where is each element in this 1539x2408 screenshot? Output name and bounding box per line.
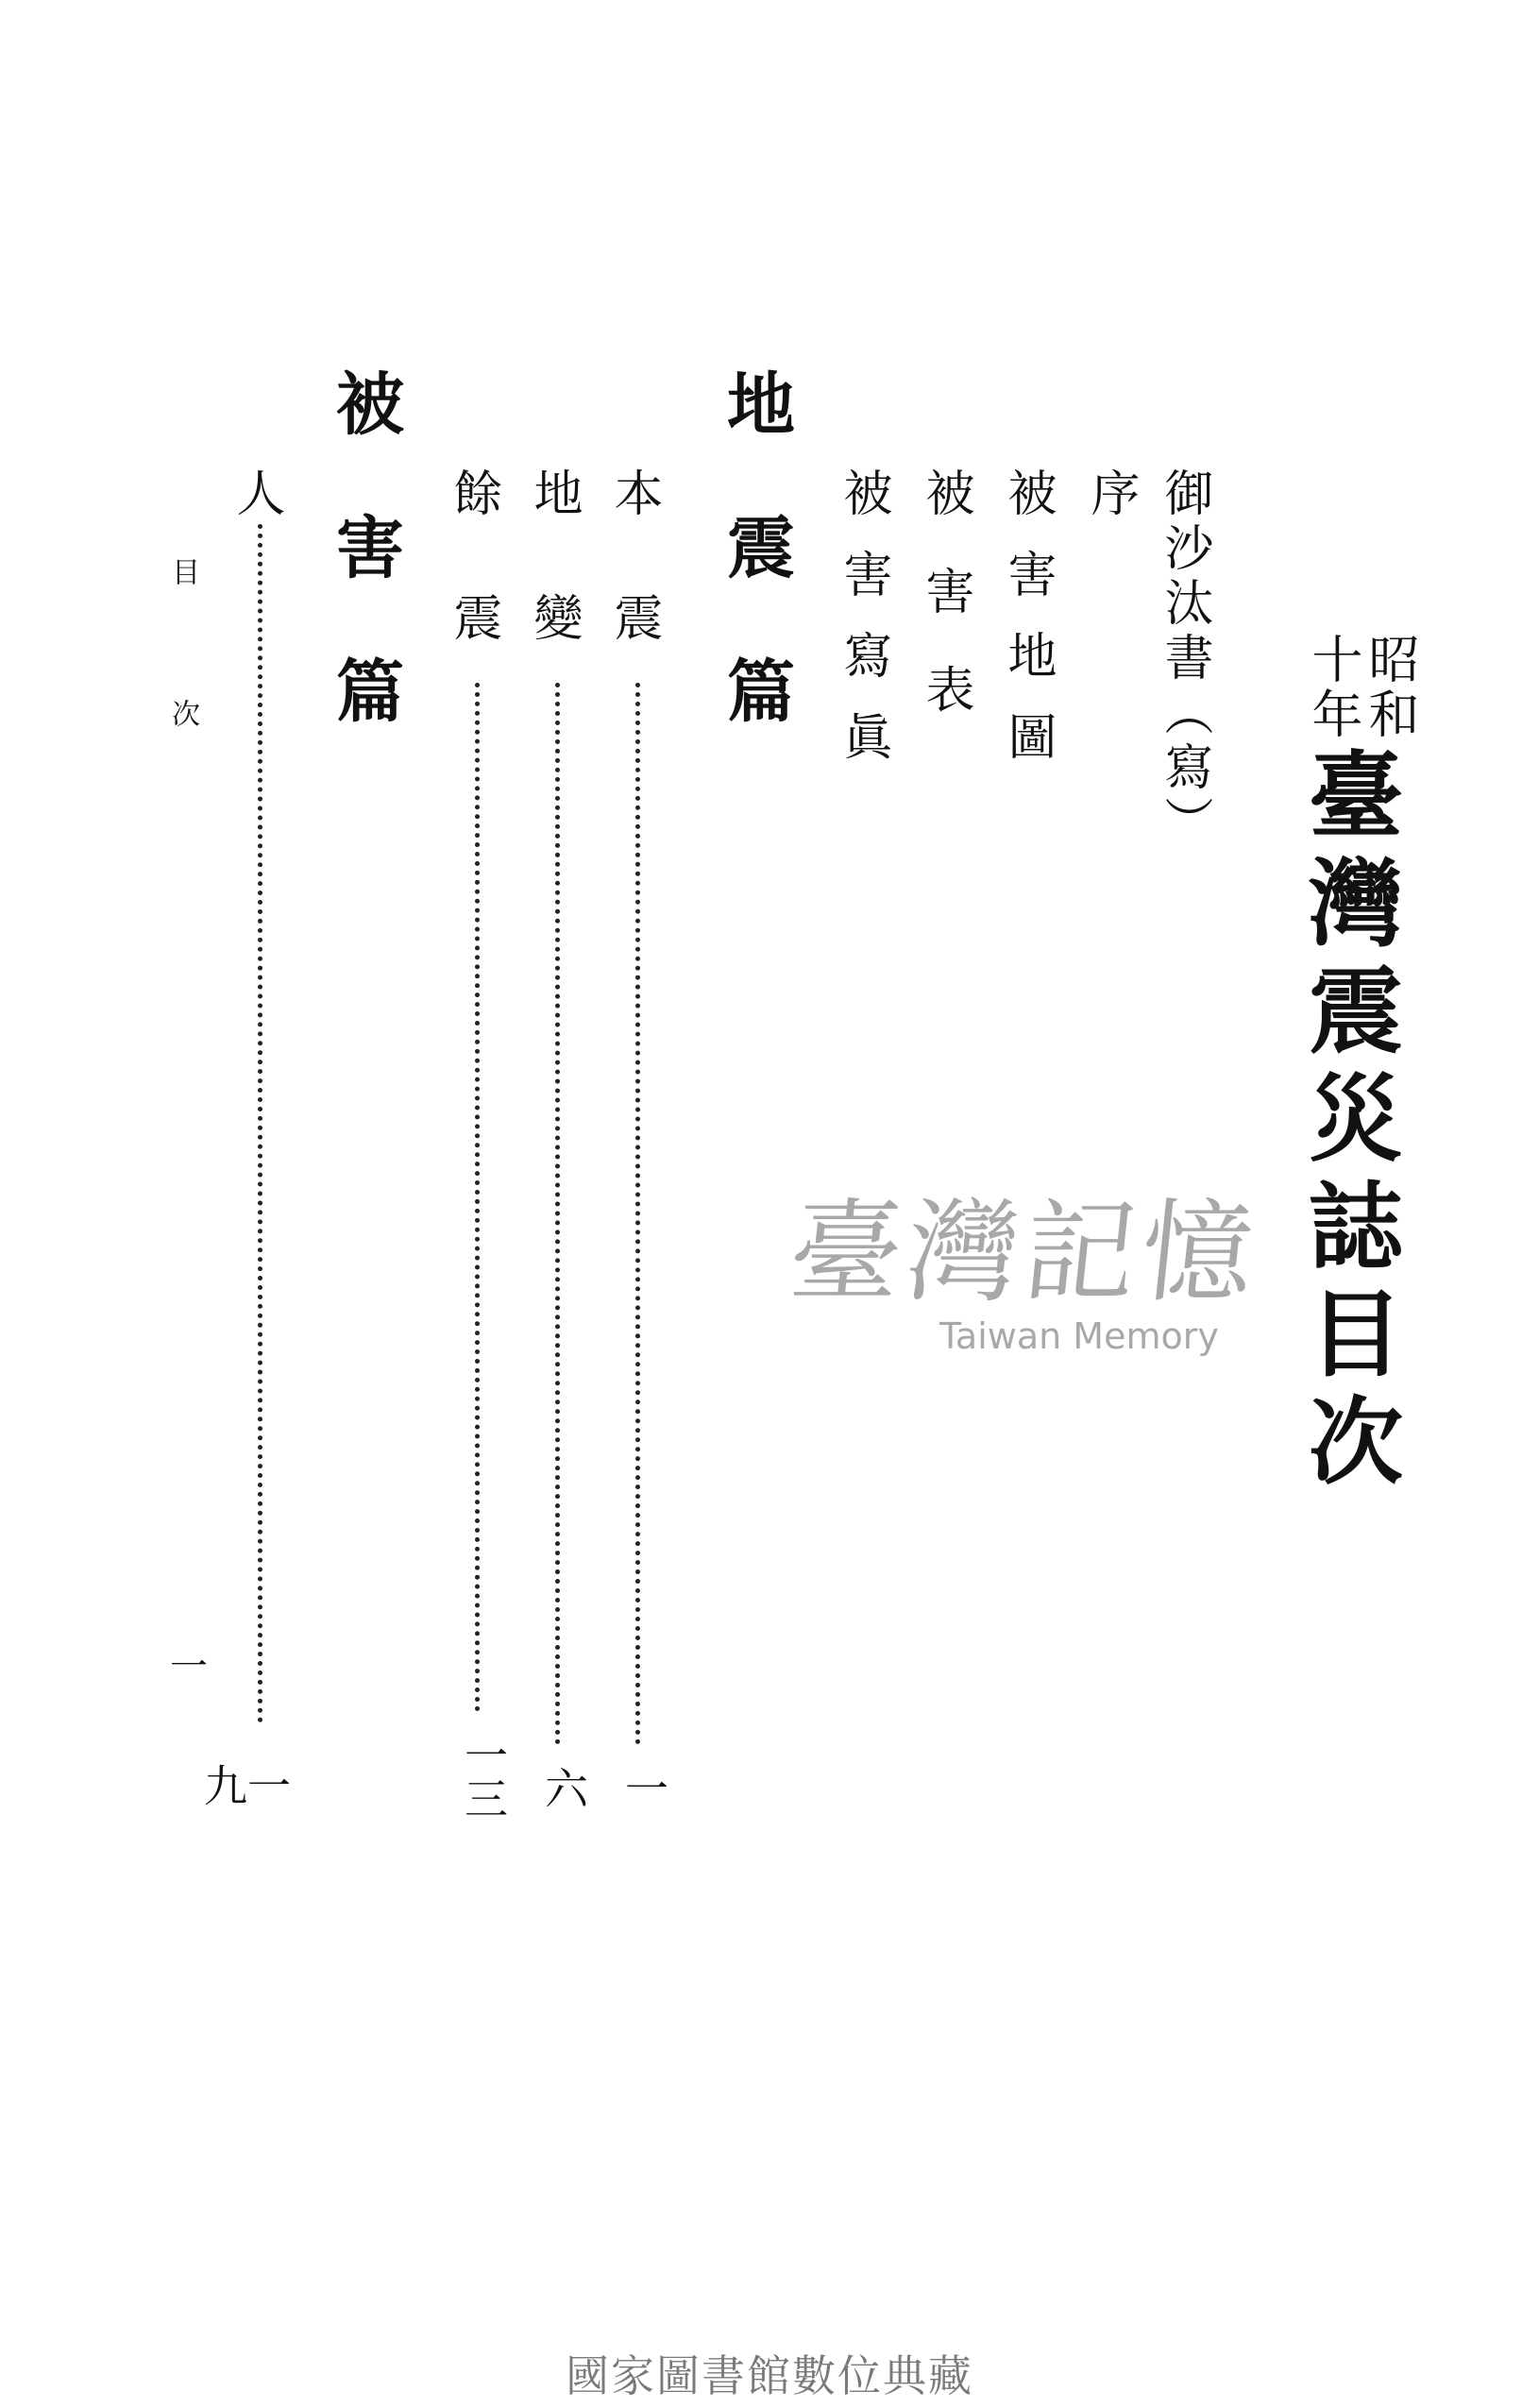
leader-dots [555,683,560,1745]
leader-dots [258,524,262,1723]
toc-entry-page: 一九 [197,1763,292,1806]
watermark-english: Taiwan Memory [939,1314,1219,1357]
toc-entry-aftershocks[interactable] [445,467,509,1827]
front-matter-preface: 序 [1082,467,1139,522]
toc-entry-page: 一三 [458,1733,509,1820]
era-line-1: 昭和 [1361,633,1420,742]
page-title: 臺灣震災誌目次 [1293,746,1404,1500]
front-matter-damage-photos: 被害寫眞 [835,467,891,792]
folio-page-number: 一 [170,1645,208,1688]
toc-entry-human[interactable] [197,467,292,1827]
toc-entry-label: 人 [228,467,284,592]
watermark-logo [770,1187,1279,1357]
front-matter-damage-map: 被害地圖 [999,467,1056,792]
watermark-chinese: 臺灣記憶 [783,1187,1266,1317]
toc-entry-main-shock[interactable] [605,467,669,1827]
leader-dots [635,683,640,1745]
era-line-2: 十年 [1304,633,1363,742]
section-title-earthquake: 地震篇 [716,368,796,799]
front-matter-imperial-rescript: 御沙汰書（寫） [1156,467,1212,851]
toc-entry-label: 本震 [605,467,662,717]
running-head: 目次 [166,557,199,840]
footer-source-credit: 國家圖書館數位典藏 [566,2350,973,2401]
toc-entry-page: 一 [618,1766,669,1809]
front-matter-damage-table: 被害表 [917,467,973,762]
toc-entry-ground-changes[interactable] [525,467,589,1827]
toc-entry-label: 餘震 [445,467,501,717]
toc-entry-label: 地變 [525,467,582,717]
section-title-damage: 被害篇 [325,368,405,799]
toc-entry-page: 六 [538,1766,589,1809]
leader-dots [475,683,480,1712]
